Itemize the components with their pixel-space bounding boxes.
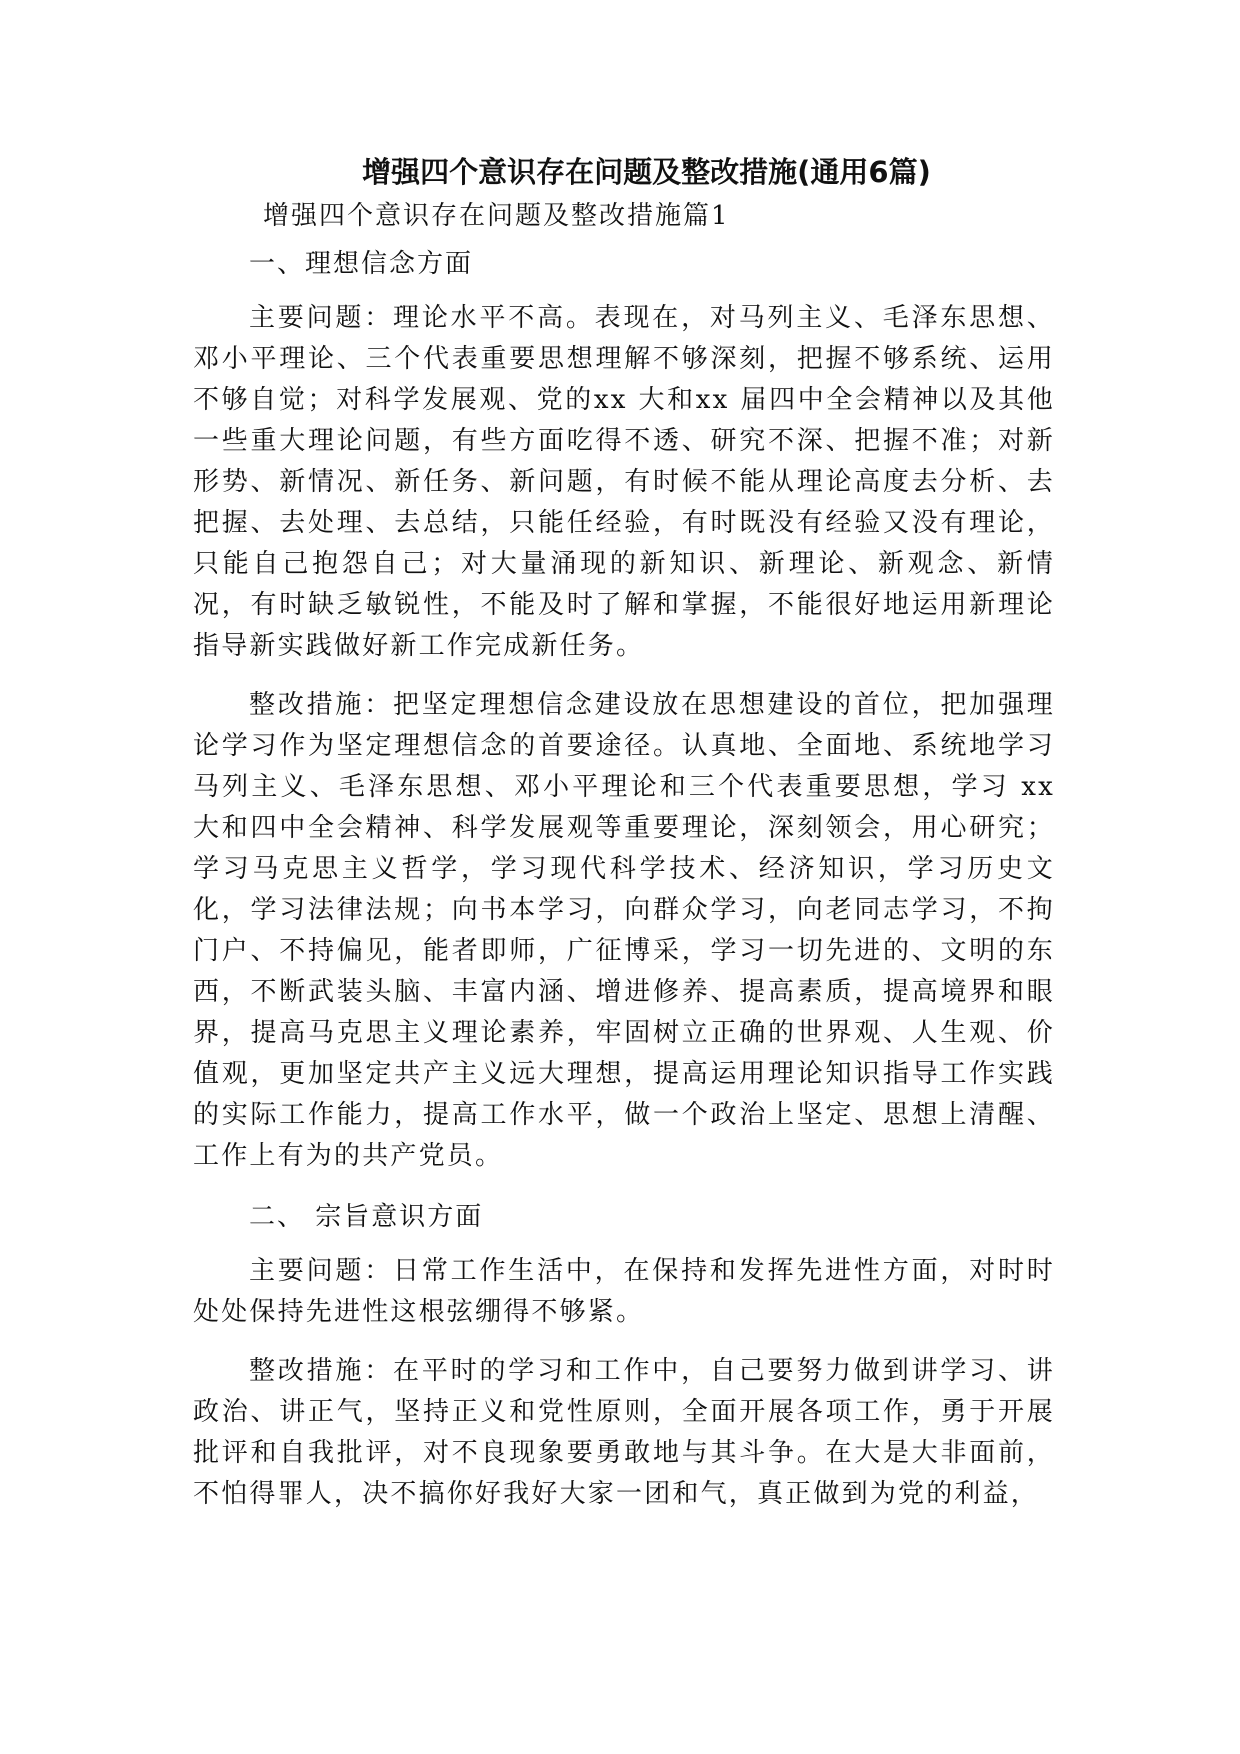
- paragraph-problem-ideals: 主要问题：理论水平不高。表现在，对马列主义、毛泽东思想、邓小平理论、三个代表重要思想理解不够深刻，把握不够系统、运用不够自觉；对科学发展观、党的xx 大和xx 届四中全会精神以及其他一些重大理论问题，有些方面吃得不透、研究不深、把握不准；对新形势、新情况、新任务、新问题，有时候不能从理论高度去分析、去把握、去处理、去总结，只能任经验，有时既没有经验又没有理论，只能自己抱怨自己；对大量涌现的新知识、新理论、新观念、新情况，有时缺乏敏锐性，不能及时了解和掌握，不能很好地运用新理论指导新实践做好新工作完成新任务。: [193, 303, 1055, 661]
- document-title: 增强四个意识存在问题及整改措施(通用6篇): [362, 155, 931, 189]
- paragraph-measure-ideals: 整改措施：把坚定理想信念建设放在思想建设的首位，把加强理论学习作为坚定理想信念的首要途径。认真地、全面地、系统地学习马列主义、毛泽东思想、邓小平理论和三个代表重要思想，学习 xx 大和四中全会精神、科学发展观等重要理论，深刻领会，用心研究；学习马克思主义哲学，学习现代科学技术、经济知识，学习历史文化，学习法律法规；向书本学习，向群众学习，向老同志学习，不拘门户、不持偏见，能者即师，广征博采，学习一切先进的、文明的东西，不断武装头脑、丰富内涵、增进修养、提高素质，提高境界和眼界，提高马克思主义理论素养，牢固树立正确的世界观、人生观、价值观，更加坚定共产主义远大理想，提高运用理论知识指导工作实践的实际工作能力，提高工作水平，做一个政治上坚定、思想上清醒、工作上有为的共产党员。: [193, 690, 1055, 1171]
- document-body: [193, 150, 1055, 1533]
- paragraph-problem-purpose: 主要问题：日常工作生活中，在保持和发挥先进性方面，对时时处处保持先进性这根弦绷得不够紧。: [193, 1256, 1055, 1327]
- section-heading-ideals: 一、理想信念方面: [249, 249, 474, 279]
- section-heading-purpose: 二、 宗旨意识方面: [249, 1202, 484, 1232]
- paragraph-measure-purpose: 整改措施：在平时的学习和工作中，自己要努力做到讲学习、讲政治、讲正气，坚持正义和党性原则，全面开展各项工作，勇于开展批评和自我批评，对不良现象要勇敢地与其斗争。在大是大非面前，不怕得罪人，决不搞你好我好大家一团和气，真正做到为党的利益，: [193, 1356, 1055, 1509]
- document-subtitle: 增强四个意识存在问题及整改措施篇1: [263, 201, 730, 231]
